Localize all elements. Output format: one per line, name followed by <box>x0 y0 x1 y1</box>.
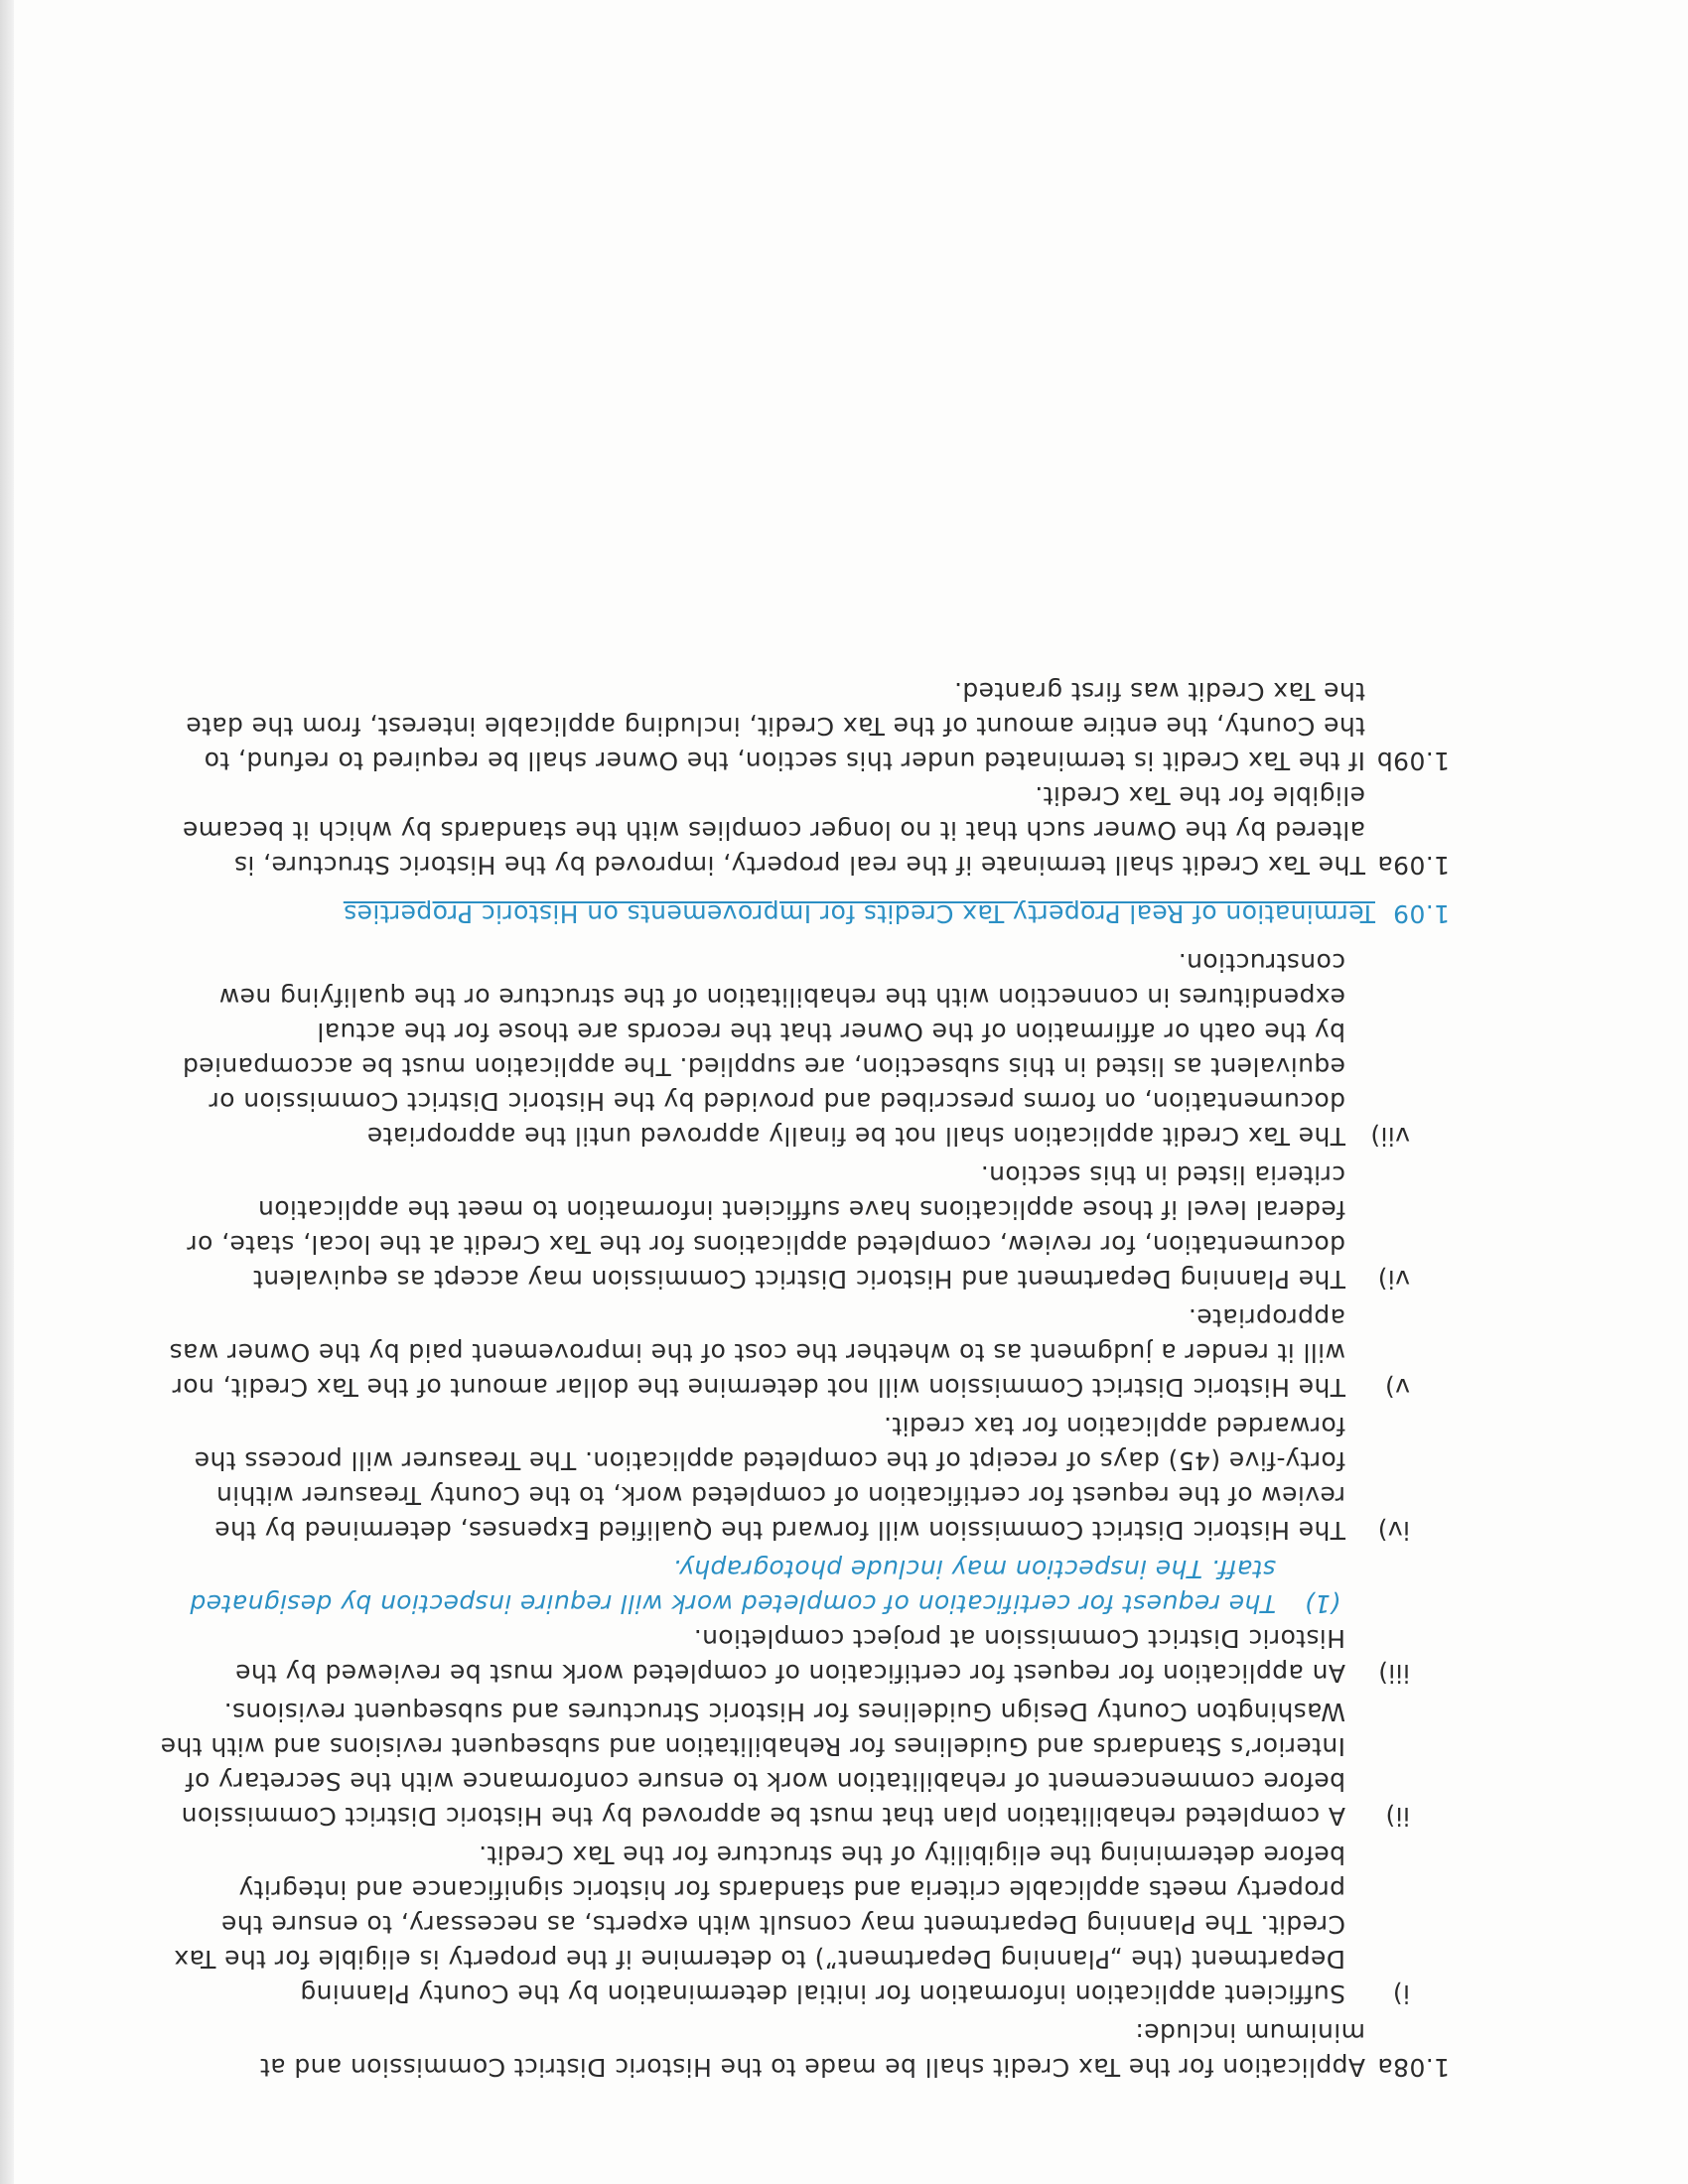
list-item-vi <box>159 1158 1450 1297</box>
sub-item-label: (1) <box>1304 1589 1340 1618</box>
list-item-v <box>159 1300 1450 1405</box>
list-item-ii <box>159 1695 1450 1834</box>
list-item-vii <box>159 945 1450 1154</box>
sub-item-1 <box>159 1552 1450 1621</box>
item-text: The Tax Credit application shall not be finally approved until the appropriate documentation, on forms prescribed and provided by the Historic District Commission or equivalent as listed in this subsection, are supplied. The application must be accompanied by the oath or affirmation of the Owner that the records are those for the actual expenditures in connection with the rehabilitation of the structure or the qualifying new construction. <box>182 948 1345 1151</box>
section-1-09b <box>159 674 1450 778</box>
scan-edge <box>0 0 14 2184</box>
section-label: 1.08a <box>1377 2053 1450 2082</box>
item-text: The Historic District Commission will forward the Qualified Expenses, determined by the review of the request for certification of completed work, to the County Treasurer within forty-five (45) days of receipt of the completed application. The Treasurer will process the forwarded application for tax credit. <box>194 1412 1345 1545</box>
section-1-09-heading <box>159 896 1450 931</box>
item-label: iii) <box>1377 1659 1410 1688</box>
item-text: The Historic District Commission will not determine the dollar amount of the Tax Credit, nor will it render a judgment as to whether the cost of the improvement paid by the Owner was appropriate. <box>169 1303 1345 1402</box>
item-label: i) <box>1392 1979 1410 2008</box>
section-text: If the Tax Credit is terminated under this section, the Owner shall be required to refund, to the County, the entire amount of the Tax Credit, including applicable interest, from the date the Tax Credit was first granted. <box>185 677 1365 775</box>
item-text: Sufficient application information for initial determination by the County Planning Department (the „Planning Department”) to determine if the property is eligible for the Tax Credit. The Planning Department may consult with experts, as necessary, to ensure the property meets applicable criteria and standards for historic significance and integrity before determining the eligibility of the structure for the Tax Credit. <box>173 1841 1345 2008</box>
item-label: ii) <box>1385 1802 1410 1831</box>
section-label: 1.09b <box>1376 747 1450 775</box>
item-label: v) <box>1384 1373 1410 1402</box>
section-1-09a <box>159 778 1450 883</box>
item-text: The Planning Department and Historic District Commission may accept as equivalent documentation, for review, completed applications for the Tax Credit at the local, state, or federal level if those applications have sufficient information to meet the application criteria listed in this section. <box>187 1160 1345 1294</box>
list-item-iii <box>159 1621 1450 1691</box>
list-item-i <box>159 1838 1450 2011</box>
item-label: vii) <box>1369 1122 1410 1151</box>
item-text: An application for request for certification of completed work must be reviewed by the Historic District Commission at project completion. <box>234 1624 1345 1688</box>
section-text: The Tax Credit shall terminate if the real property, improved by the Historic Structure, is altered by the Owner such that it no longer complies with the standards by which it became eligible for the Tax Credit. <box>182 781 1365 880</box>
section-label: 1.09a <box>1377 851 1450 880</box>
section-heading: Termination of Real Property Tax Credits for Improvements on Historic Properties <box>343 899 1375 928</box>
document-body <box>159 674 1450 2085</box>
item-label: iv) <box>1377 1516 1410 1545</box>
sub-item-text: The request for certification of completed work will require inspection by designated staff. The inspection may include photography. <box>190 1555 1276 1618</box>
item-label: vi) <box>1377 1265 1410 1294</box>
section-number: 1.09 <box>1392 899 1450 928</box>
section-text: Application for the Tax Credit shall be made to the Historic District Commission and at minimum include: <box>259 2018 1365 2082</box>
item-text: A completed rehabilitation plan that must be approved by the Historic District Commission before commencement of rehabilitation work to ensure conformance with the Secretary of Interior’s Standards and Guidelines for Rehabilitation and subsequent revisions and with the Washington County Design Guidelines for Historic Structures and subsequent revisions. <box>160 1698 1345 1831</box>
list-item-iv <box>159 1409 1450 1548</box>
section-1-08a <box>159 2015 1450 2085</box>
